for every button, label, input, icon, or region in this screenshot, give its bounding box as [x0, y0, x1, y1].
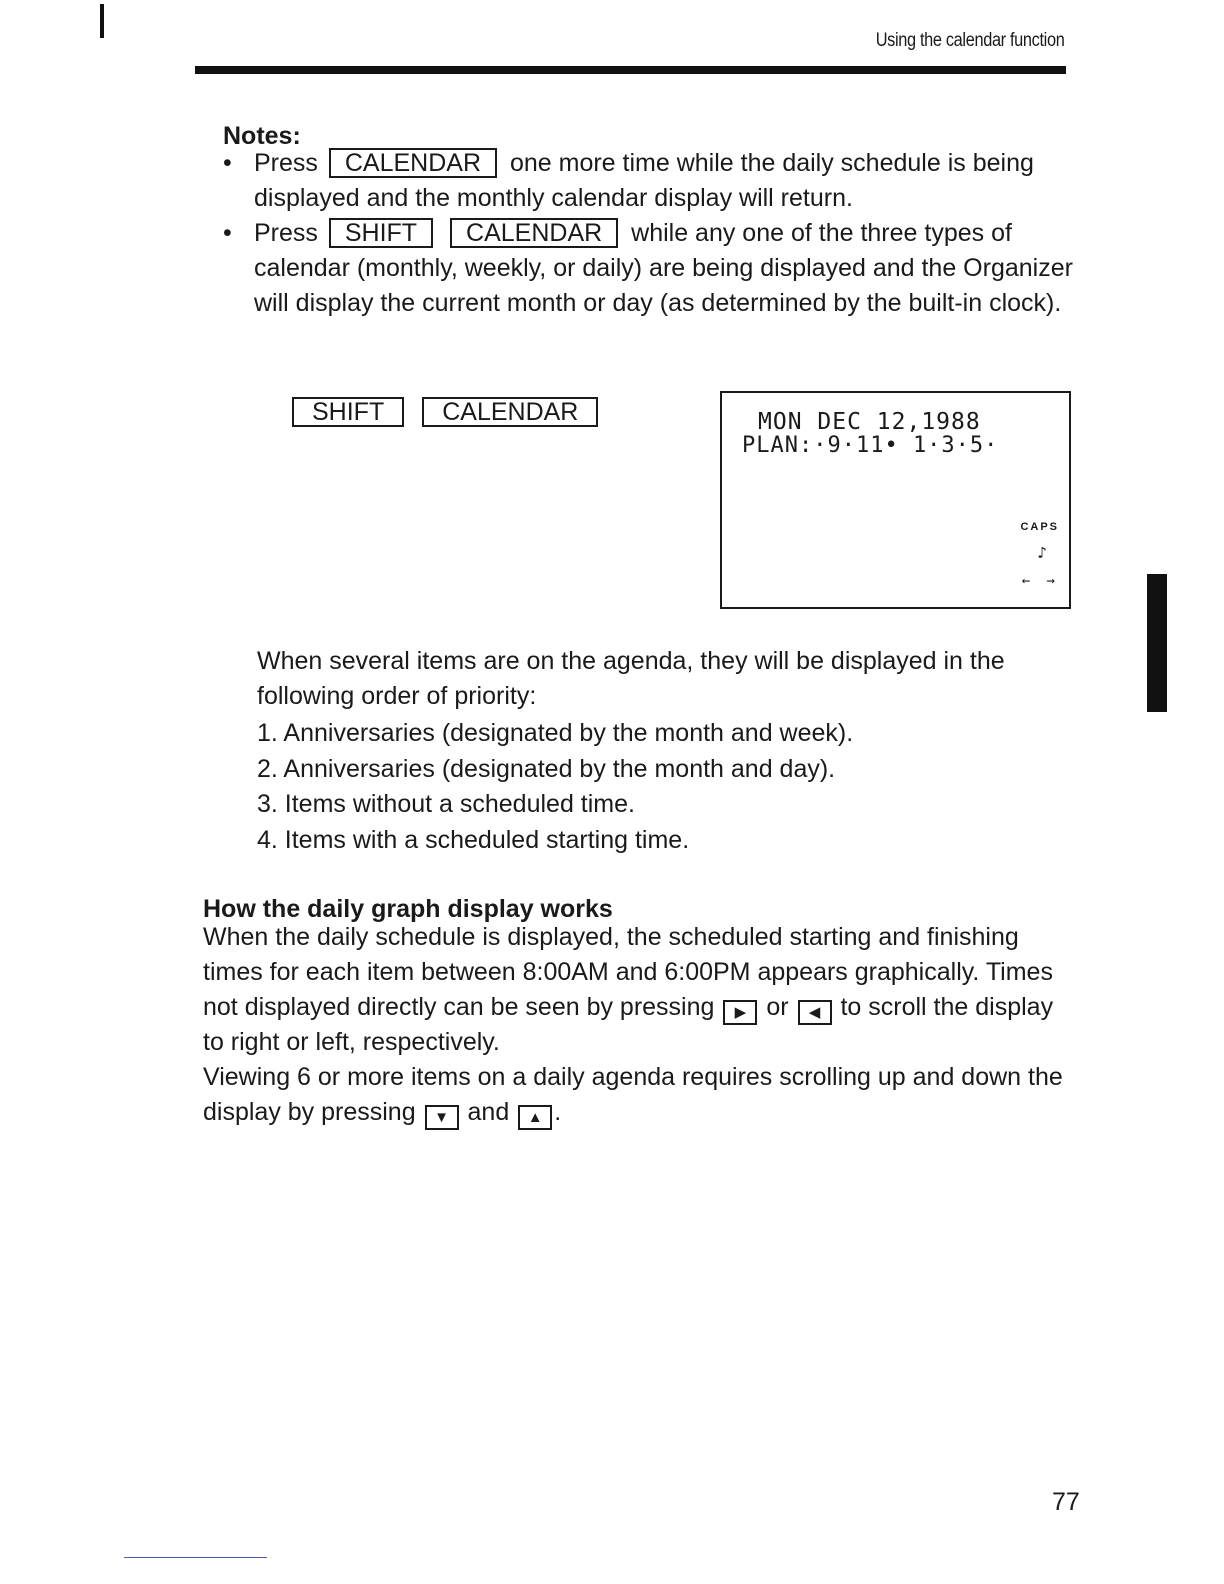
paragraph-1: When the daily schedule is displayed, the scheduled starting and finishing times for each item between 8:00AM and 6:00PM appears graphically. Times not displayed directly can be seen by pressing	[203, 923, 1053, 1021]
calendar-key: CALENDAR	[422, 397, 598, 427]
caps-indicator: CAPS	[1020, 521, 1059, 533]
left-arrow-key-icon: ◀	[798, 1000, 832, 1025]
lcd-plan-line: PLAN:·9·11• 1·3·5·	[742, 433, 999, 458]
lcd-display	[720, 391, 1071, 609]
bullet-mark: •	[223, 219, 232, 247]
page-number: 77	[1052, 1488, 1080, 1516]
corner-mark-stem	[100, 4, 104, 38]
note-item-2-text	[254, 216, 1073, 321]
list-item: 3. Items without a scheduled time.	[257, 790, 635, 818]
calendar-key: CALENDAR	[450, 218, 618, 248]
scroll-arrows-icon: ← →	[1021, 573, 1059, 589]
example-key-sequence	[292, 397, 616, 427]
list-item: 4. Items with a scheduled starting time.	[257, 825, 690, 854]
or-word: or	[766, 993, 789, 1021]
paragraph-2: Viewing 6 or more items on a daily agenda requires scrolling up and down the display by pressing	[203, 1063, 1063, 1126]
calendar-key: CALENDAR	[329, 148, 497, 178]
section-tab-marker	[1147, 574, 1167, 712]
music-note-icon: ♪	[1037, 543, 1047, 562]
up-arrow-key-icon: ▲	[518, 1105, 552, 1130]
note-item-1	[223, 146, 1073, 216]
paragraph-2-end: .	[554, 1098, 562, 1126]
note-item-1-body: one more time while the daily schedule is being displayed and the monthly calendar display will return.	[254, 149, 1034, 212]
down-arrow-key-icon: ▼	[425, 1105, 459, 1130]
and-word: and	[467, 1098, 510, 1126]
header-rule	[195, 66, 1066, 74]
press-word: Press	[254, 219, 318, 247]
note-item-2-body: while any one of the three types of calendar (monthly, weekly, or daily) are being displayed and the Organizer will display the current month or day (as determined by the built-in clock).	[254, 219, 1073, 317]
notes-heading: Notes:	[223, 122, 301, 150]
list-item: 1. Anniversaries (designated by the month and week).	[257, 719, 854, 747]
paragraph-1-end: to scroll the display to right or left, respectively.	[203, 993, 1054, 1056]
section-heading: How the daily graph display works	[203, 895, 613, 923]
corner-mark	[96, 0, 167, 14]
note-item-2	[223, 216, 1073, 321]
running-head: Using the calendar function	[875, 30, 1064, 51]
shift-key: SHIFT	[329, 218, 433, 248]
bullet-mark: •	[223, 149, 232, 177]
right-arrow-key-icon: ▶	[723, 1000, 757, 1025]
priority-list	[257, 716, 853, 858]
bottom-rule	[124, 1557, 267, 1558]
list-item: 2. Anniversaries (designated by the month and day).	[257, 754, 836, 783]
lcd-date-line: MON DEC 12,1988	[758, 409, 981, 435]
section-body	[203, 920, 1078, 1130]
agenda-intro: When several items are on the agenda, they will be displayed in the following order of priority:	[257, 647, 1005, 710]
shift-key: SHIFT	[292, 397, 404, 427]
note-item-1-text	[254, 146, 1073, 216]
press-word: Press	[254, 149, 318, 177]
